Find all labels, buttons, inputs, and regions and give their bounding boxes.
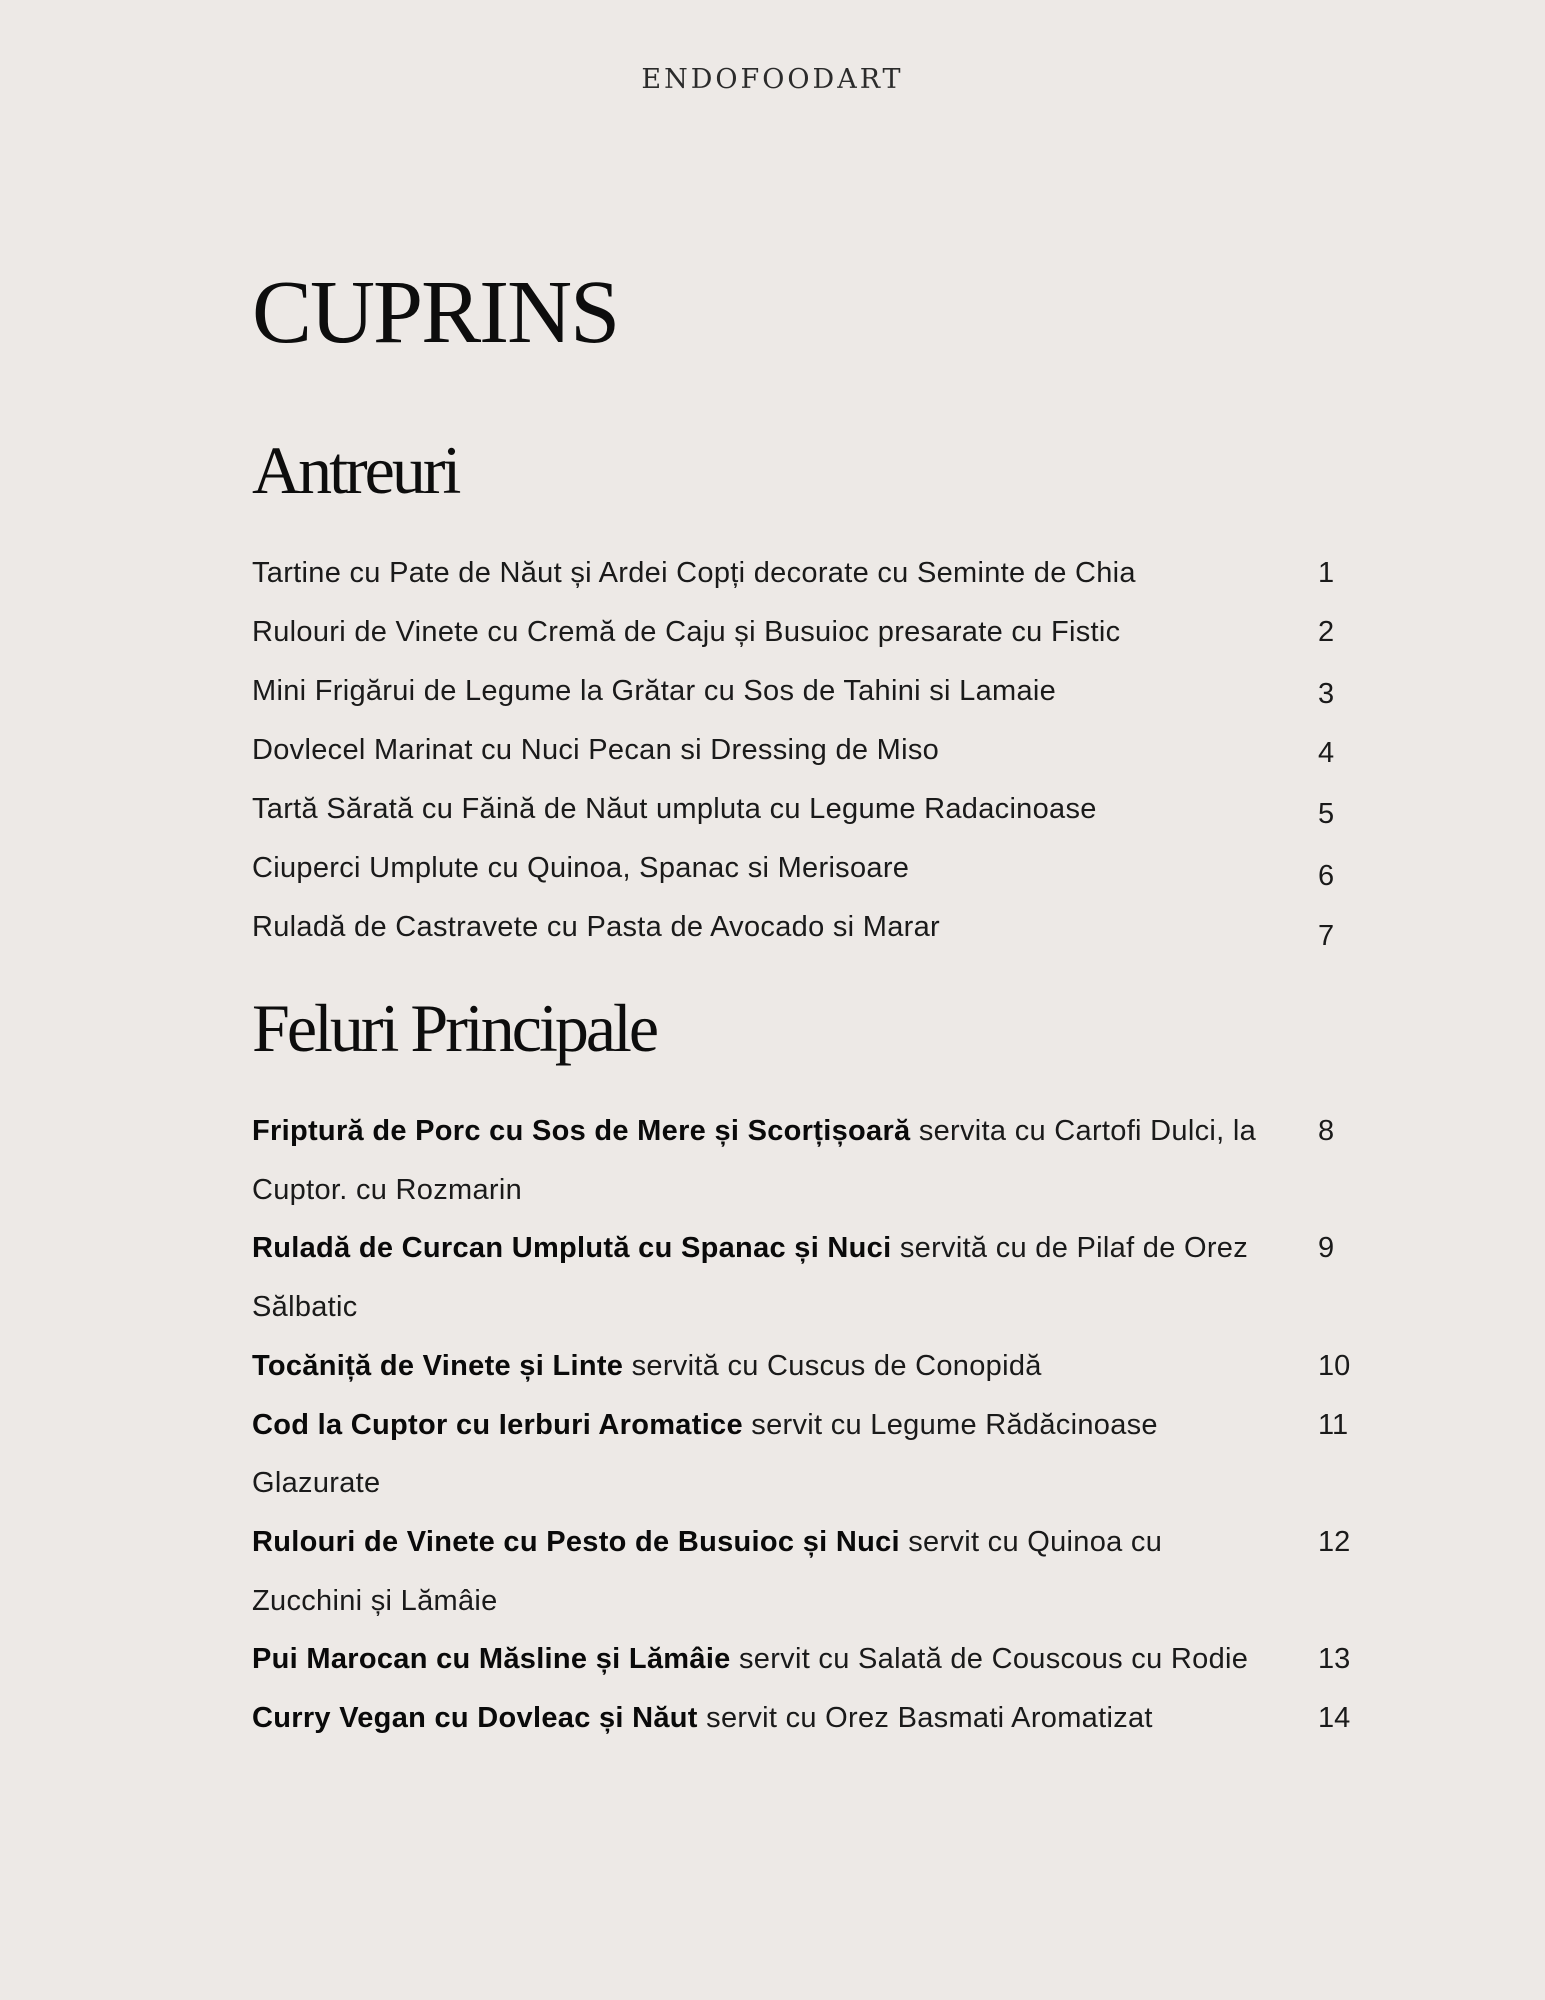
toc-entry-title: [252, 1396, 1272, 1513]
toc-page-number: 6: [1318, 860, 1335, 892]
toc-page-number: 1: [1318, 557, 1335, 589]
toc-entry-title: [252, 1337, 1272, 1396]
toc-page-number: 13: [1318, 1643, 1351, 1676]
dish-name: Friptură de Porc cu Sos de Mere și Scorțișoară: [252, 1115, 911, 1147]
toc-page-number: 7: [1318, 920, 1335, 952]
toc-page-number: 4: [1318, 737, 1335, 769]
toc-page-number: 9: [1318, 1232, 1335, 1265]
toc-entry-title: [252, 1102, 1272, 1219]
toc-page-number: 14: [1318, 1702, 1351, 1735]
toc-entry-title: Ciuperci Umplute cu Quinoa, Spanac si Merisoare: [252, 852, 910, 884]
dish-side: servit cu Orez Basmati Aromatizat: [697, 1702, 1153, 1735]
toc-page-number: 3: [1318, 678, 1335, 710]
toc-entry[interactable]: [252, 1513, 1382, 1630]
dish-name: Cod la Cuptor cu Ierburi Aromatice: [252, 1408, 743, 1441]
dish-name: Curry Vegan cu Dovleac și Năut: [252, 1702, 698, 1735]
toc-entry[interactable]: [252, 1102, 1382, 1219]
section-heading-mains: Feluri Principale: [252, 990, 657, 1066]
toc-page-number: 12: [1318, 1525, 1351, 1558]
toc-entry-title: Dovlecel Marinat cu Nuci Pecan si Dressing de Miso: [252, 734, 940, 766]
toc-page-number: 8: [1318, 1115, 1335, 1147]
dish-side: servita cu Cartofi Dulci, la Cuptor. cu Rozmarin: [252, 1115, 1256, 1206]
toc-entry[interactable]: [252, 1337, 1382, 1396]
starters-list: [252, 544, 1382, 957]
toc-page-number: 11: [1318, 1408, 1349, 1441]
toc-page-number: 2: [1318, 616, 1335, 648]
toc-entry[interactable]: [252, 1219, 1382, 1336]
toc-entry[interactable]: [252, 662, 1382, 721]
toc-entry-title: Ruladă de Castravete cu Pasta de Avocado si Marar: [252, 911, 940, 943]
page-title: CUPRINS: [252, 263, 619, 362]
toc-entry[interactable]: [252, 839, 1382, 898]
dish-name: Tocăniță de Vinete și Linte: [252, 1349, 624, 1382]
dish-name: Pui Marocan cu Măsline și Lămâie: [252, 1643, 731, 1676]
dish-name: Rulouri de Vinete cu Pesto de Busuioc și Nuci: [252, 1525, 900, 1558]
toc-entry-title: [252, 1689, 1272, 1748]
toc-entry[interactable]: [252, 603, 1382, 662]
toc-entry-title: Mini Frigărui de Legume la Grătar cu Sos de Tahini si Lamaie: [252, 675, 1057, 707]
toc-entry-title: [252, 1630, 1272, 1689]
section-heading-starters: Antreuri: [252, 432, 459, 508]
dish-side: servit cu Quinoa cu Zucchini și Lămâie: [252, 1525, 1163, 1617]
brand-header: ENDOFOODART: [641, 64, 904, 95]
mains-list: [252, 1102, 1382, 1748]
dish-side: servit cu Salată de Couscous cu Rodie: [730, 1643, 1249, 1676]
toc-entry-title: [252, 1513, 1272, 1630]
toc-entry[interactable]: [252, 1689, 1382, 1748]
dish-side: servită cu Cuscus de Conopidă: [623, 1349, 1042, 1382]
toc-entry-title: [252, 1219, 1272, 1336]
toc-entry-title: Tartine cu Pate de Năut și Ardei Copți decorate cu Seminte de Chia: [252, 557, 1136, 589]
dish-name: Ruladă de Curcan Umplută cu Spanac și Nuci: [252, 1232, 892, 1265]
toc-entry[interactable]: [252, 1630, 1382, 1689]
dish-side: servit cu Legume Rădăcinoase Glazurate: [252, 1408, 1158, 1500]
toc-entry-title: Rulouri de Vinete cu Cremă de Caju și Busuioc presarate cu Fistic: [252, 616, 1121, 648]
toc-page-number: 5: [1318, 798, 1335, 830]
toc-entry[interactable]: [252, 1396, 1382, 1513]
dish-side: servită cu de Pilaf de Orez Sălbatic: [252, 1232, 1249, 1324]
toc-entry[interactable]: [252, 898, 1382, 957]
toc-entry-title: Tartă Sărată cu Făină de Năut umpluta cu Legume Radacinoase: [252, 793, 1097, 825]
toc-entry[interactable]: [252, 721, 1382, 780]
toc-page-number: 10: [1318, 1349, 1351, 1382]
toc-entry[interactable]: [252, 544, 1382, 603]
toc-entry[interactable]: [252, 780, 1382, 839]
